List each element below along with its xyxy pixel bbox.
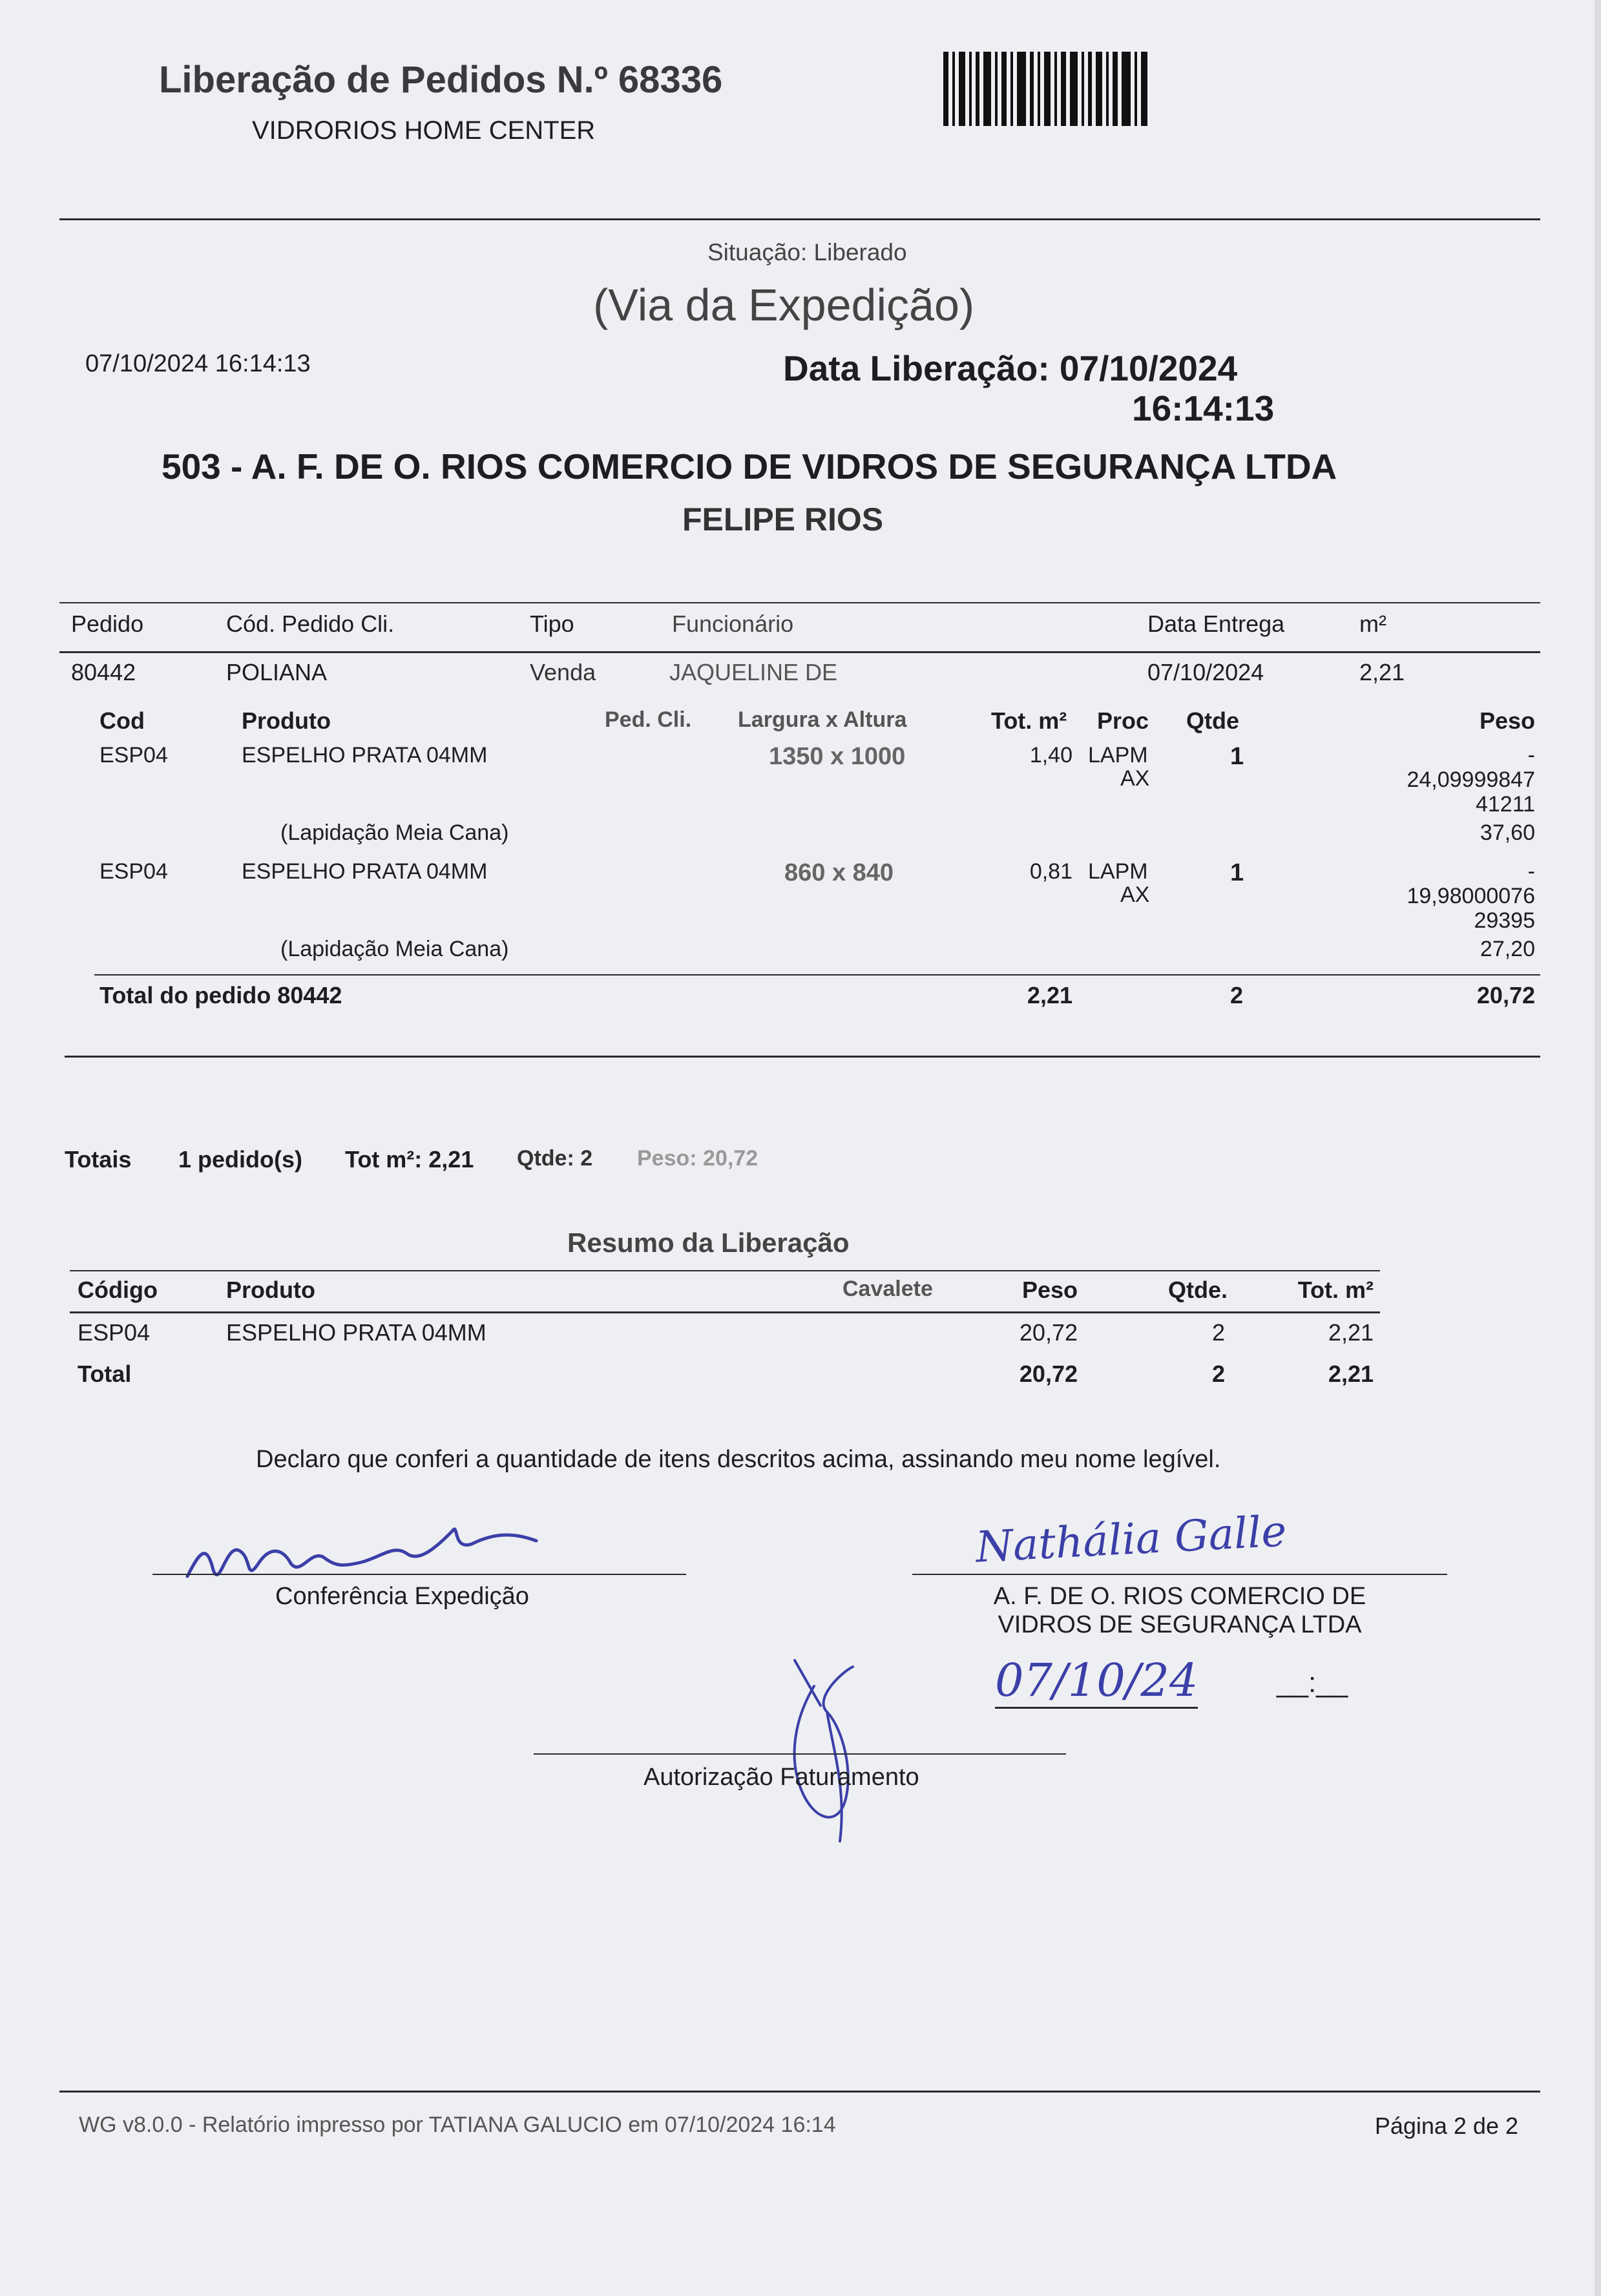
item-1-peso-final: 37,60 — [1480, 820, 1535, 845]
summary-total-peso: 20,72 — [1019, 1361, 1078, 1387]
summary-title: Resumo da Liberação — [567, 1227, 850, 1258]
summary-col-qtde: Qtde. — [1167, 1277, 1228, 1303]
release-date: Data Liberação: 07/10/2024 — [783, 348, 1238, 388]
col-data-entrega-label: Data Entrega — [1147, 611, 1285, 637]
release-time: 16:14:13 — [1132, 388, 1275, 428]
barcode — [943, 52, 1202, 126]
summary-row-tot-m2: 2,21 — [1328, 1319, 1374, 1346]
order-m2: 2,21 — [1359, 659, 1405, 685]
order-header-bottom-line — [59, 651, 1540, 653]
orders-bottom-line — [65, 1056, 1540, 1058]
col-tipo-label: Tipo — [530, 611, 574, 637]
summary-col-produto: Produto — [226, 1277, 315, 1303]
order-total-peso: 20,72 — [1476, 982, 1535, 1008]
time-blank: __:__ — [1277, 1667, 1348, 1698]
summary-row-peso: 20,72 — [1019, 1319, 1078, 1346]
order-total-label: Total do pedido 80442 — [99, 982, 342, 1008]
client-contact: FELIPE RIOS — [682, 501, 884, 537]
items-col-produto: Produto — [242, 707, 331, 734]
declaration-text-visible: Declaro que conferi a quantidade de itens descritos acima, assinando meu nome legível. — [256, 1446, 1221, 1473]
status-text: Situação: Liberado — [707, 239, 907, 266]
items-col-tot-m2: Tot. m² — [991, 707, 1067, 734]
item-2-proc-1: LAPM — [1088, 859, 1148, 884]
handwritten-date: 07/10/24 — [995, 1654, 1198, 1709]
order-total-qtde: 2 — [1230, 982, 1244, 1008]
summary-col-codigo: Código — [78, 1277, 158, 1303]
order-type: Venda — [530, 659, 596, 685]
item-1-produto: ESPELHO PRATA 04MM — [242, 743, 488, 767]
item-2-tot-m2: 0,81 — [1029, 859, 1073, 884]
signature-line-bottom — [534, 1753, 1066, 1755]
client-name: 503 - A. F. DE O. RIOS COMERCIO DE VIDROS DE SEGURANÇA LTDA — [162, 446, 1337, 486]
order-header-top-line — [59, 602, 1540, 603]
col-funcionario-label: Funcionário — [672, 611, 794, 637]
footer-left-text: WG v8.0.0 - Relatório impresso por TATIANA GALUCIO em 07/10/2024 16:14 — [79, 2113, 836, 2137]
summary-total-tot-m2: 2,21 — [1328, 1361, 1374, 1387]
item-2-note: (Lapidação Meia Cana) — [280, 937, 509, 961]
item-1-peso-dash: - — [1527, 743, 1535, 767]
footer-page-number: Página 2 de 2 — [1374, 2113, 1518, 2139]
totals-qtde: Qtde: 2 — [517, 1146, 593, 1171]
order-number: 80442 — [71, 659, 136, 685]
header-divider — [59, 218, 1540, 220]
item-2-peso-line-2: 29395 — [1474, 908, 1535, 933]
col-pedido-label: Pedido — [71, 611, 144, 637]
totals-label: Totais — [65, 1146, 132, 1173]
summary-col-peso: Peso — [1021, 1277, 1078, 1303]
document-title: Liberação de Pedidos N.º 68336 — [159, 59, 723, 101]
col-cod-pedido-label: Cód. Pedido Cli. — [226, 611, 395, 637]
signature-line-right — [912, 1574, 1447, 1575]
summary-row-produto: ESPELHO PRATA 04MM — [226, 1319, 487, 1346]
item-1-cod: ESP04 — [99, 743, 168, 767]
item-1-proc-1: LAPM — [1088, 743, 1148, 767]
item-1-qtde: 1 — [1230, 743, 1244, 770]
item-2-peso-line-1: 19,98000076 — [1407, 884, 1535, 908]
items-col-dimensions: Largura x Altura — [738, 707, 907, 732]
totals-pedidos: 1 pedido(s) — [178, 1146, 303, 1173]
summary-total-label: Total — [78, 1361, 132, 1387]
order-total-m2: 2,21 — [1027, 982, 1073, 1008]
client-order-code: POLIANA — [226, 659, 328, 685]
totals-peso: Peso: 20,72 — [637, 1146, 759, 1171]
col-m2-label: m² — [1359, 611, 1386, 637]
item-2-proc-2: AX — [1120, 882, 1150, 907]
item-2-peso-dash: - — [1527, 859, 1535, 884]
delivery-date: 07/10/2024 — [1147, 659, 1264, 685]
company-name: VIDRORIOS HOME CENTER — [252, 116, 596, 145]
item-1-tot-m2: 1,40 — [1029, 743, 1073, 767]
summary-total-qtde: 2 — [1211, 1361, 1225, 1387]
item-2-peso-final: 27,20 — [1480, 937, 1535, 961]
items-col-peso: Peso — [1479, 707, 1535, 734]
items-col-qtde: Qtde — [1186, 707, 1240, 734]
item-2-cod: ESP04 — [99, 859, 168, 884]
signature-right-line-1: A. F. DE O. RIOS COMERCIO DE — [993, 1583, 1366, 1610]
item-2-dimensions: 860 x 840 — [784, 859, 894, 886]
summary-col-cavalete: Cavalete — [842, 1277, 933, 1301]
signature-faturamento — [769, 1647, 885, 1854]
footer-line — [59, 2091, 1540, 2092]
item-1-proc-2: AX — [1120, 766, 1150, 791]
item-1-dimensions: 1350 x 1000 — [769, 743, 906, 770]
summary-row-codigo: ESP04 — [78, 1319, 151, 1346]
item-1-peso-line-2: 41211 — [1475, 792, 1535, 817]
item-1-note: (Lapidação Meia Cana) — [280, 820, 509, 845]
totals-m2: Tot m²: 2,21 — [345, 1146, 474, 1173]
items-col-ped-cli: Ped. Cli. — [605, 707, 692, 732]
summary-top-line — [70, 1270, 1380, 1271]
employee-name: JAQUELINE DE — [669, 659, 838, 685]
items-col-proc: Proc — [1097, 707, 1149, 734]
item-1-peso-line-1: 24,09999847 — [1407, 767, 1535, 792]
signature-right-line-2: VIDROS DE SEGURANÇA LTDA — [998, 1611, 1362, 1638]
signature-bottom-label: Autorização Faturamento — [644, 1764, 919, 1791]
item-2-produto: ESPELHO PRATA 04MM — [242, 859, 488, 884]
order-total-line — [94, 974, 1540, 976]
summary-col-tot-m2: Tot. m² — [1297, 1277, 1374, 1303]
items-col-cod: Cod — [99, 707, 145, 734]
via-label: (Via da Expedição) — [593, 280, 975, 330]
printed-datetime: 07/10/2024 16:14:13 — [85, 350, 311, 377]
item-2-qtde: 1 — [1230, 859, 1244, 886]
signature-left-label: Conferência Expedição — [275, 1583, 529, 1610]
summary-header-line — [70, 1311, 1380, 1313]
signature-line-left — [152, 1574, 686, 1575]
handwritten-name: Nathália Galle — [974, 1506, 1288, 1572]
summary-row-qtde: 2 — [1211, 1319, 1225, 1346]
